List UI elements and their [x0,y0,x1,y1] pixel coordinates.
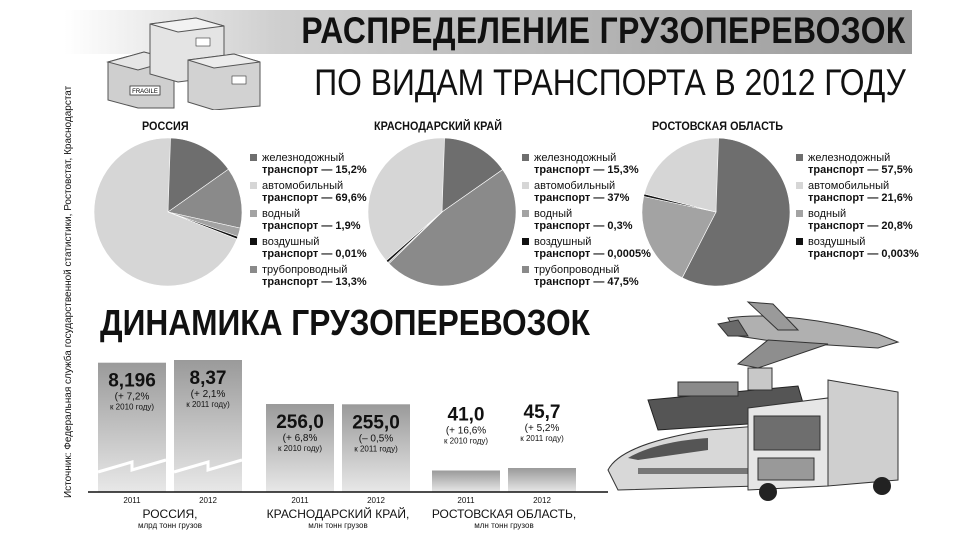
legend-value: транспорт — 1,9% [262,220,361,232]
legend-value: транспорт — 20,8% [808,220,913,232]
legend-label: железнодожный [808,152,891,164]
legend-value: транспорт — 15,3% [534,164,639,176]
legend-swatch [250,154,257,161]
legend-swatch [522,266,529,273]
pie-chart-rostov [640,136,792,288]
group-region-label: РОСТОВСКАЯ ОБЛАСТЬ, [431,507,577,521]
bar-note-label: к 2011 году) [186,400,230,409]
pie-title-krasnodar: КРАСНОДАРСКИЙ КРАЙ [374,119,502,133]
bar [508,468,576,492]
legend-label: воздушный [262,236,320,248]
legend-swatch [522,182,529,189]
bar-value-label: 255,0 [352,412,400,434]
fragile-label: FRAGILE [132,89,158,95]
legend-value: транспорт — 0,01% [262,248,367,260]
legend-rostov [796,152,919,264]
bar-change-label: (+ 6,8% [282,433,318,444]
legend-value: транспорт — 0,0005% [534,248,651,260]
legend-item-auto [250,180,367,204]
legend-value: транспорт — 21,6% [808,192,913,204]
page-title: РАСПРЕДЕЛЕНИЕ ГРУЗОПЕРЕВОЗОК [301,10,906,51]
legend-value: транспорт — 15,2% [262,164,367,176]
x-tick-label: 2012 [199,496,217,505]
legend-label: водный [808,208,847,220]
legend-label: трубопроводный [534,264,620,276]
legend-item-pipe [522,264,651,288]
legend-krasnodar [522,152,651,292]
legend-swatch [796,238,803,245]
bar-value-label: 8,196 [108,370,156,392]
legend-label: воздушный [534,236,592,248]
x-tick-label: 2011 [123,496,141,505]
group-unit-label: млн тонн грузов [474,521,534,530]
legend-swatch [796,154,803,161]
x-tick-label: 2012 [367,496,385,505]
legend-value: транспорт — 13,3% [262,276,367,288]
legend-item-water [250,208,367,232]
legend-item-rail [796,152,919,176]
legend-item-air [250,236,367,260]
bar-change-label: (+ 5,2% [524,423,560,434]
legend-swatch [250,210,257,217]
transport-illustration [598,290,918,502]
legend-label: трубопроводный [262,264,348,276]
legend-russia [250,152,367,292]
train-icon [608,426,758,490]
legend-swatch [250,182,257,189]
legend-value: транспорт — 0,003% [808,248,919,260]
bar-change-label: (– 0,5% [358,433,394,445]
page-subtitle: ПО ВИДАМ ТРАНСПОРТА В 2012 ГОДУ [314,62,906,103]
legend-value: транспорт — 0,3% [534,220,633,232]
bar-value-label: 8,37 [189,368,227,389]
pie-chart-krasnodar [366,136,518,288]
bar [432,471,500,493]
bar-note-label: к 2010 году) [109,402,155,412]
x-tick-label: 2011 [457,496,475,505]
group-region-label: РОССИЯ, [142,507,198,521]
legend-item-water [522,208,651,232]
legend-item-air [796,236,919,260]
legend-swatch [522,154,529,161]
legend-label: воздушный [808,236,866,248]
bar-value-label: 41,0 [447,404,485,426]
legend-item-pipe [250,264,367,288]
legend-item-auto [522,180,651,204]
legend-swatch [522,238,529,245]
bar-note-label: к 2011 году) [520,434,564,443]
group-unit-label: млрд тонн грузов [138,521,202,530]
x-tick-label: 2012 [533,496,551,505]
pie-title-russia: РОССИЯ [142,119,189,133]
bar-value-label: 256,0 [276,412,324,433]
bar-note-label: к 2010 году) [443,436,489,446]
source-note: Источник: Федеральная служба государственной статистики, Ростовстат, Краснодарстат [63,85,74,498]
legend-label: водный [262,208,301,220]
x-tick-label: 2011 [291,496,309,505]
bar-change-label: (+ 2,1% [190,389,226,400]
legend-swatch [250,238,257,245]
legend-swatch [796,182,803,189]
airplane-icon [718,302,898,368]
legend-value: транспорт — 57,5% [808,164,913,176]
pie-title-rostov: РОСТОВСКАЯ ОБЛАСТЬ [652,119,783,133]
legend-item-auto [796,180,919,204]
legend-label: железнодожный [534,152,617,164]
dynamics-title: ДИНАМИКА ГРУЗОПЕРЕВОЗОК [100,302,591,343]
legend-label: автомобильный [534,180,616,192]
legend-value: транспорт — 37% [534,192,630,204]
legend-swatch [796,210,803,217]
legend-item-air [522,236,651,260]
bar-note-label: к 2010 году) [277,444,323,453]
legend-swatch [250,266,257,273]
legend-label: автомобильный [808,180,890,192]
bar-change-label: (+ 16,6% [445,425,487,437]
legend-item-water [796,208,919,232]
boxes-illustration [104,16,264,110]
bar-change-label: (+ 7,2% [114,391,150,403]
group-unit-label: млн тонн грузов [308,521,368,530]
group-region-label: КРАСНОДАРСКИЙ КРАЙ, [266,507,410,521]
legend-item-rail [522,152,651,176]
legend-swatch [522,210,529,217]
legend-value: транспорт — 47,5% [534,276,639,288]
legend-value: транспорт — 69,6% [262,192,367,204]
legend-label: железнодожный [262,152,345,164]
bar-value-label: 45,7 [523,402,561,423]
pie-chart-russia [92,136,244,288]
bar-chart-dynamics [88,340,608,540]
legend-label: водный [534,208,573,220]
legend-item-rail [250,152,367,176]
bar-note-label: к 2011 году) [354,444,398,454]
legend-label: автомобильный [262,180,344,192]
